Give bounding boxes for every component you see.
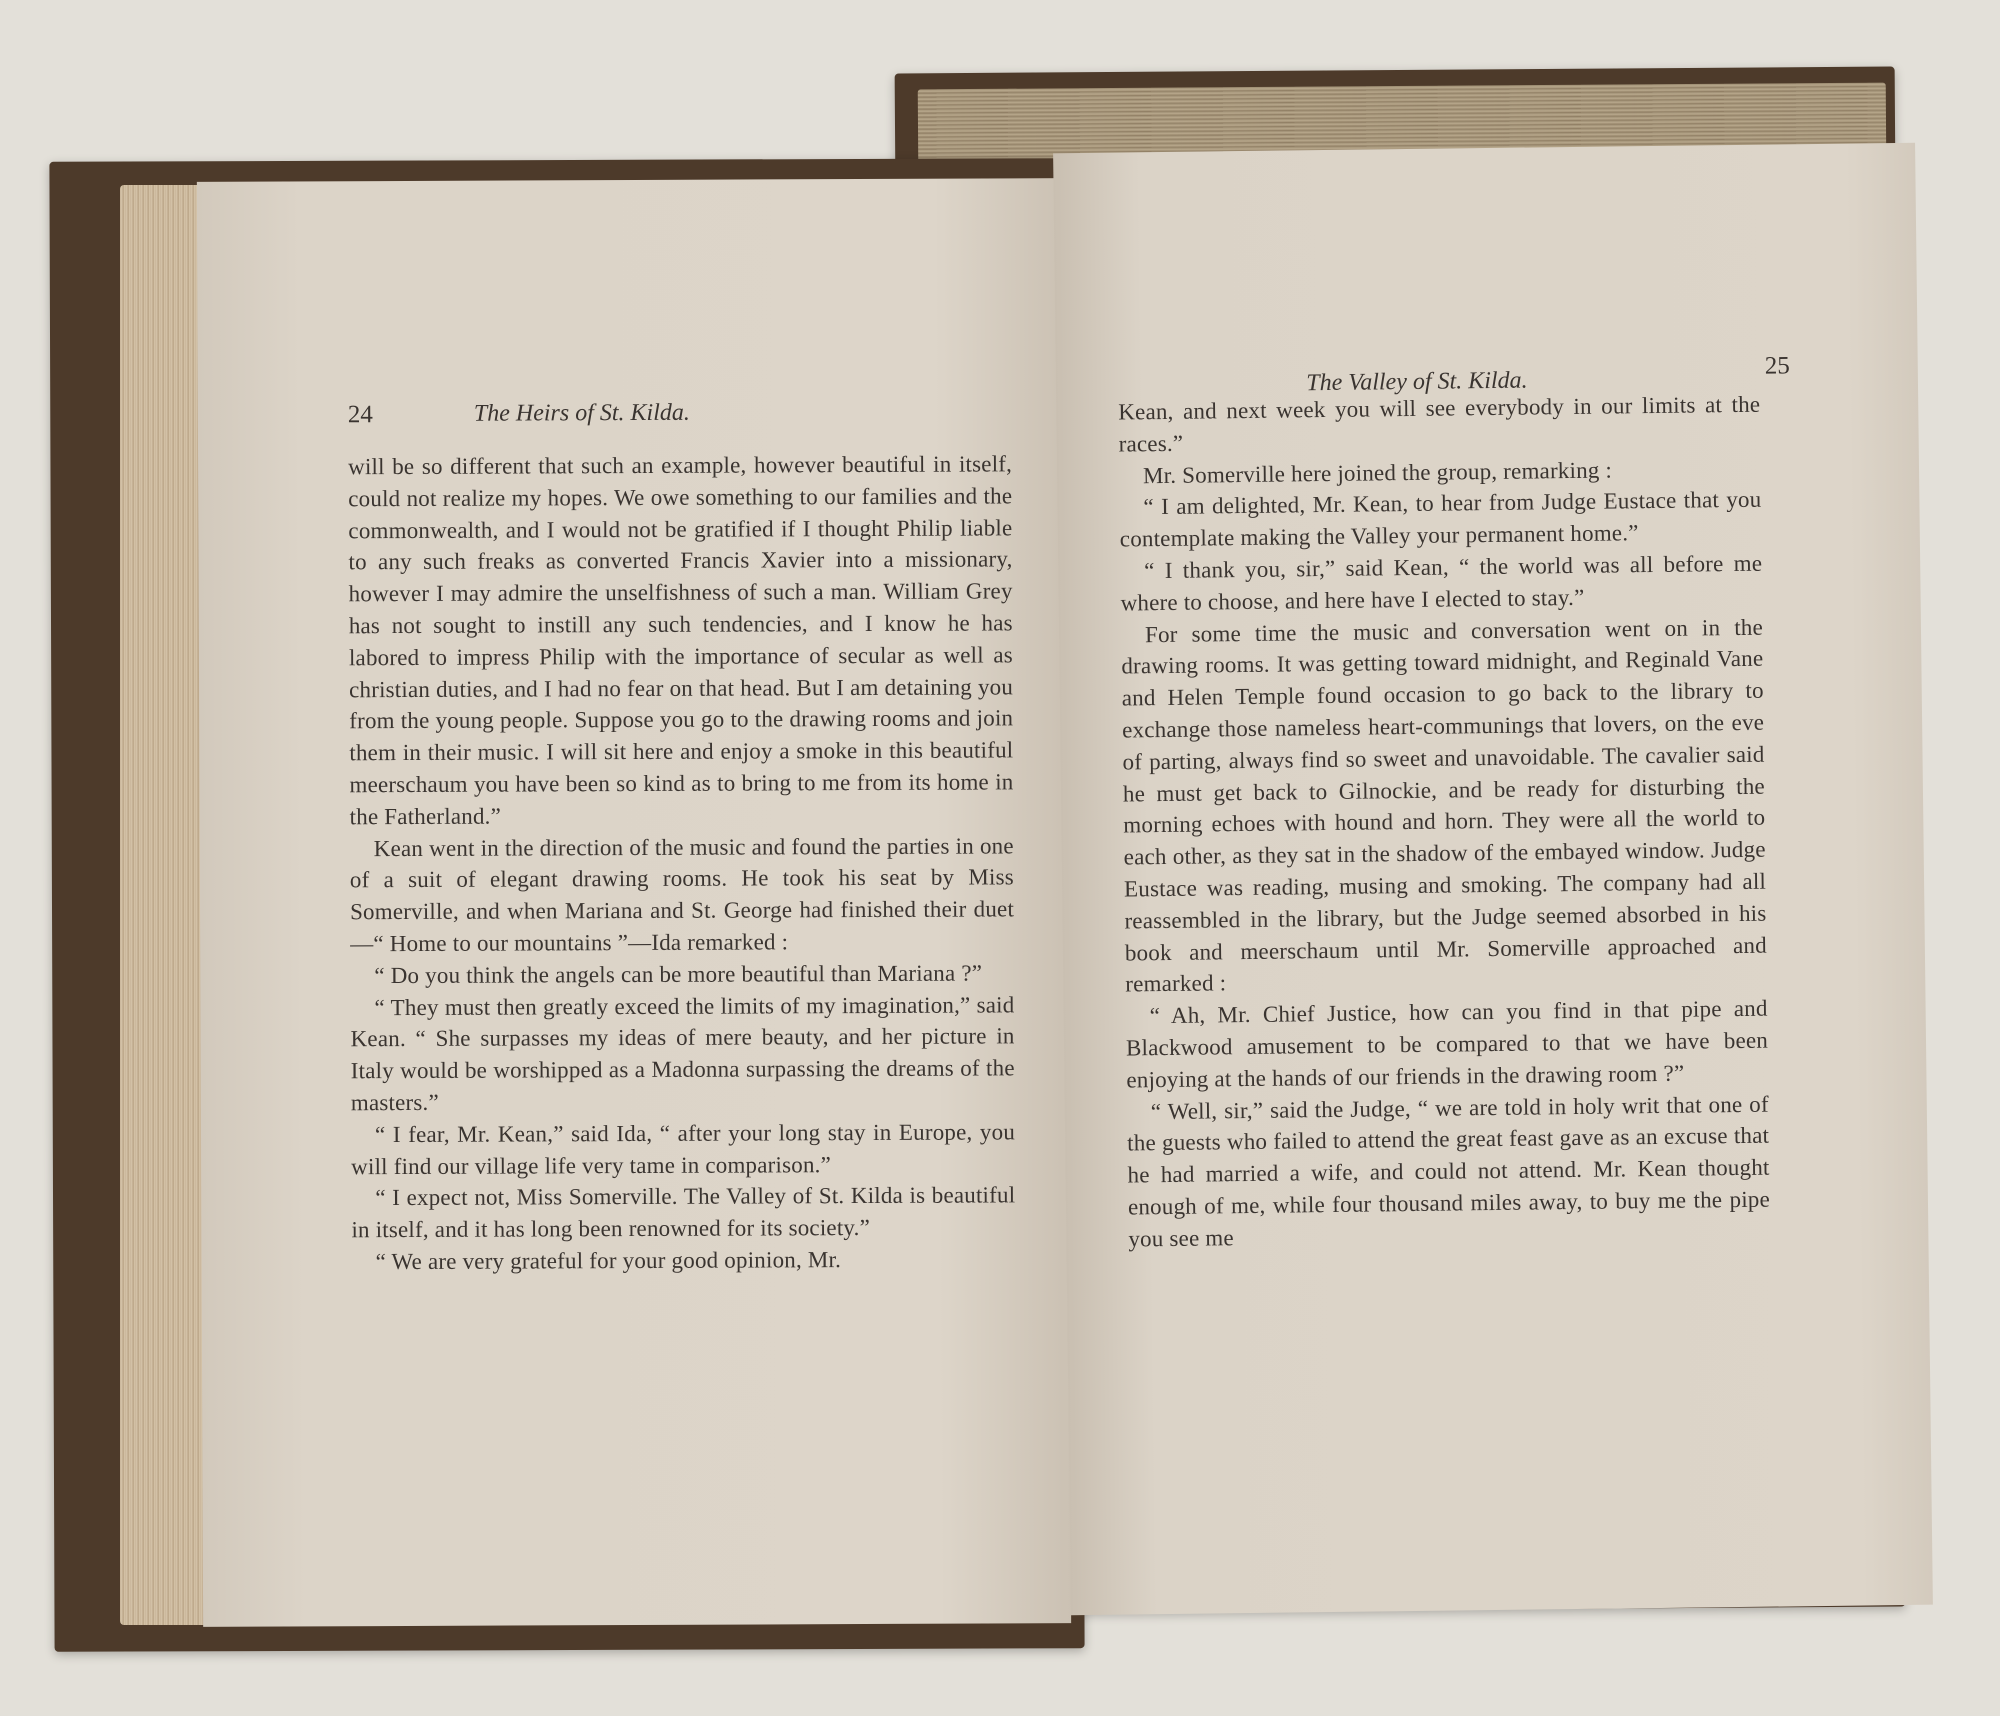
paragraph: Kean, and next week you will see everybody in our limits at the races.” <box>1118 391 1761 457</box>
paragraph: “ I thank you, sir,” said Kean, “ the world was all before me where to choose, and here have I elected to stay.” <box>1120 550 1763 616</box>
paragraph: “ Ah, Mr. Chief Justice, how can you find in that pipe and Blackwood amusement to be compared to that we have been enjoying at the hands of our friends in the drawing room ?” <box>1125 995 1769 1093</box>
paragraph: For some time the music and conversation went on in the drawing rooms. It was getting toward midnight, and Reginald Vane and Helen Temple found occasion to go back to the library to exchange those nameless heart-communings that lovers, on the eve of parting, always find so sweet and unavoidable. The cavalier said he must get back to Gilnockie, and be ready for disturbing the morning echoes with hound and horn. They were all the world to each other, as they sat in the shadow of the embayed window. Judge Eustace was reading, musing and smoking. The company had all reassembled in the library, but the Judge seemed absorbed in his book and meerschaum until Mr. Somerville approached and remarked : <box>1121 614 1767 997</box>
right-page <box>1053 143 1933 1615</box>
paragraph: “ Do you think the angels can be more beautiful than Mariana ?” <box>374 960 983 988</box>
paragraph: “ I fear, Mr. Kean,” said Ida, “ after your long stay in Europe, you will find our village life very tame in comparison.” <box>351 1119 1016 1179</box>
left-running-head <box>198 398 1066 442</box>
paragraph: “ They must then greatly exceed the limits of my imagination,” said Kean. “ She surpasses my ideas of mere beauty, and her picture in Italy would be worshipped as a Madonna surpassing the dreams of the masters.” <box>350 991 1015 1116</box>
left-page-number: 24 <box>347 401 373 429</box>
paragraph: “ We are very grateful for your good opinion, Mr. <box>375 1247 842 1275</box>
right-running-title: The Valley of St. Kilda. <box>1306 367 1528 397</box>
left-running-title: The Heirs of St. Kilda. <box>473 399 690 427</box>
paragraph: Kean went in the direction of the music and found the parties in one of a suit of elegant drawing rooms. He took his seat by Miss Somerville, and when Mariana and St. George had finished their duet—“ Home to our mountains ”—Ida remarked : <box>349 832 1015 957</box>
paragraph: will be so different that such an example, however beautiful in itself, could not realize my hopes. We owe something to our families and the commonwealth, and I would not be gratified if I thought Philip liable to any such freaks as converted Francis Xavier into a missionary, however I may admire the unselfishness of such a man. William Grey has not sought to instill any such tendencies, and I know he has labored to impress Philip with the importance of secular as well as christian duties, and I had no fear on that head. But I am detaining you from the young people. Suppose you go to the drawing rooms and join them in their music. I will sit here and enjoy a smoke in this beautiful meerschaum you have been so kind as to bring to me from its home in the Fatherland.” <box>348 451 1014 830</box>
paragraph: “ I am delighted, Mr. Kean, to hear from Judge Eustace that you contemplate making the Valley your permanent home.” <box>1119 487 1762 552</box>
paragraph: “ Well, sir,” said the Judge, “ we are told in holy writ that one of the guests who failed to attend the great feast gave as an excuse that he had married a wife, and could not attend. Mr. Kean thought enough of me, while four thousand miles away, to buy me the pipe you see me <box>1127 1091 1771 1252</box>
paragraph: “ I expect not, Miss Somerville. The Valley of St. Kilda is beautiful in itself, and it has long been renowned for its society.” <box>351 1182 1016 1243</box>
right-page-text <box>1118 389 1770 1255</box>
left-page-text <box>348 448 1016 1278</box>
paragraph: Mr. Somerville here joined the group, remarking : <box>1142 457 1613 488</box>
left-page <box>197 178 1071 1627</box>
right-page-number: 25 <box>1764 352 1790 380</box>
